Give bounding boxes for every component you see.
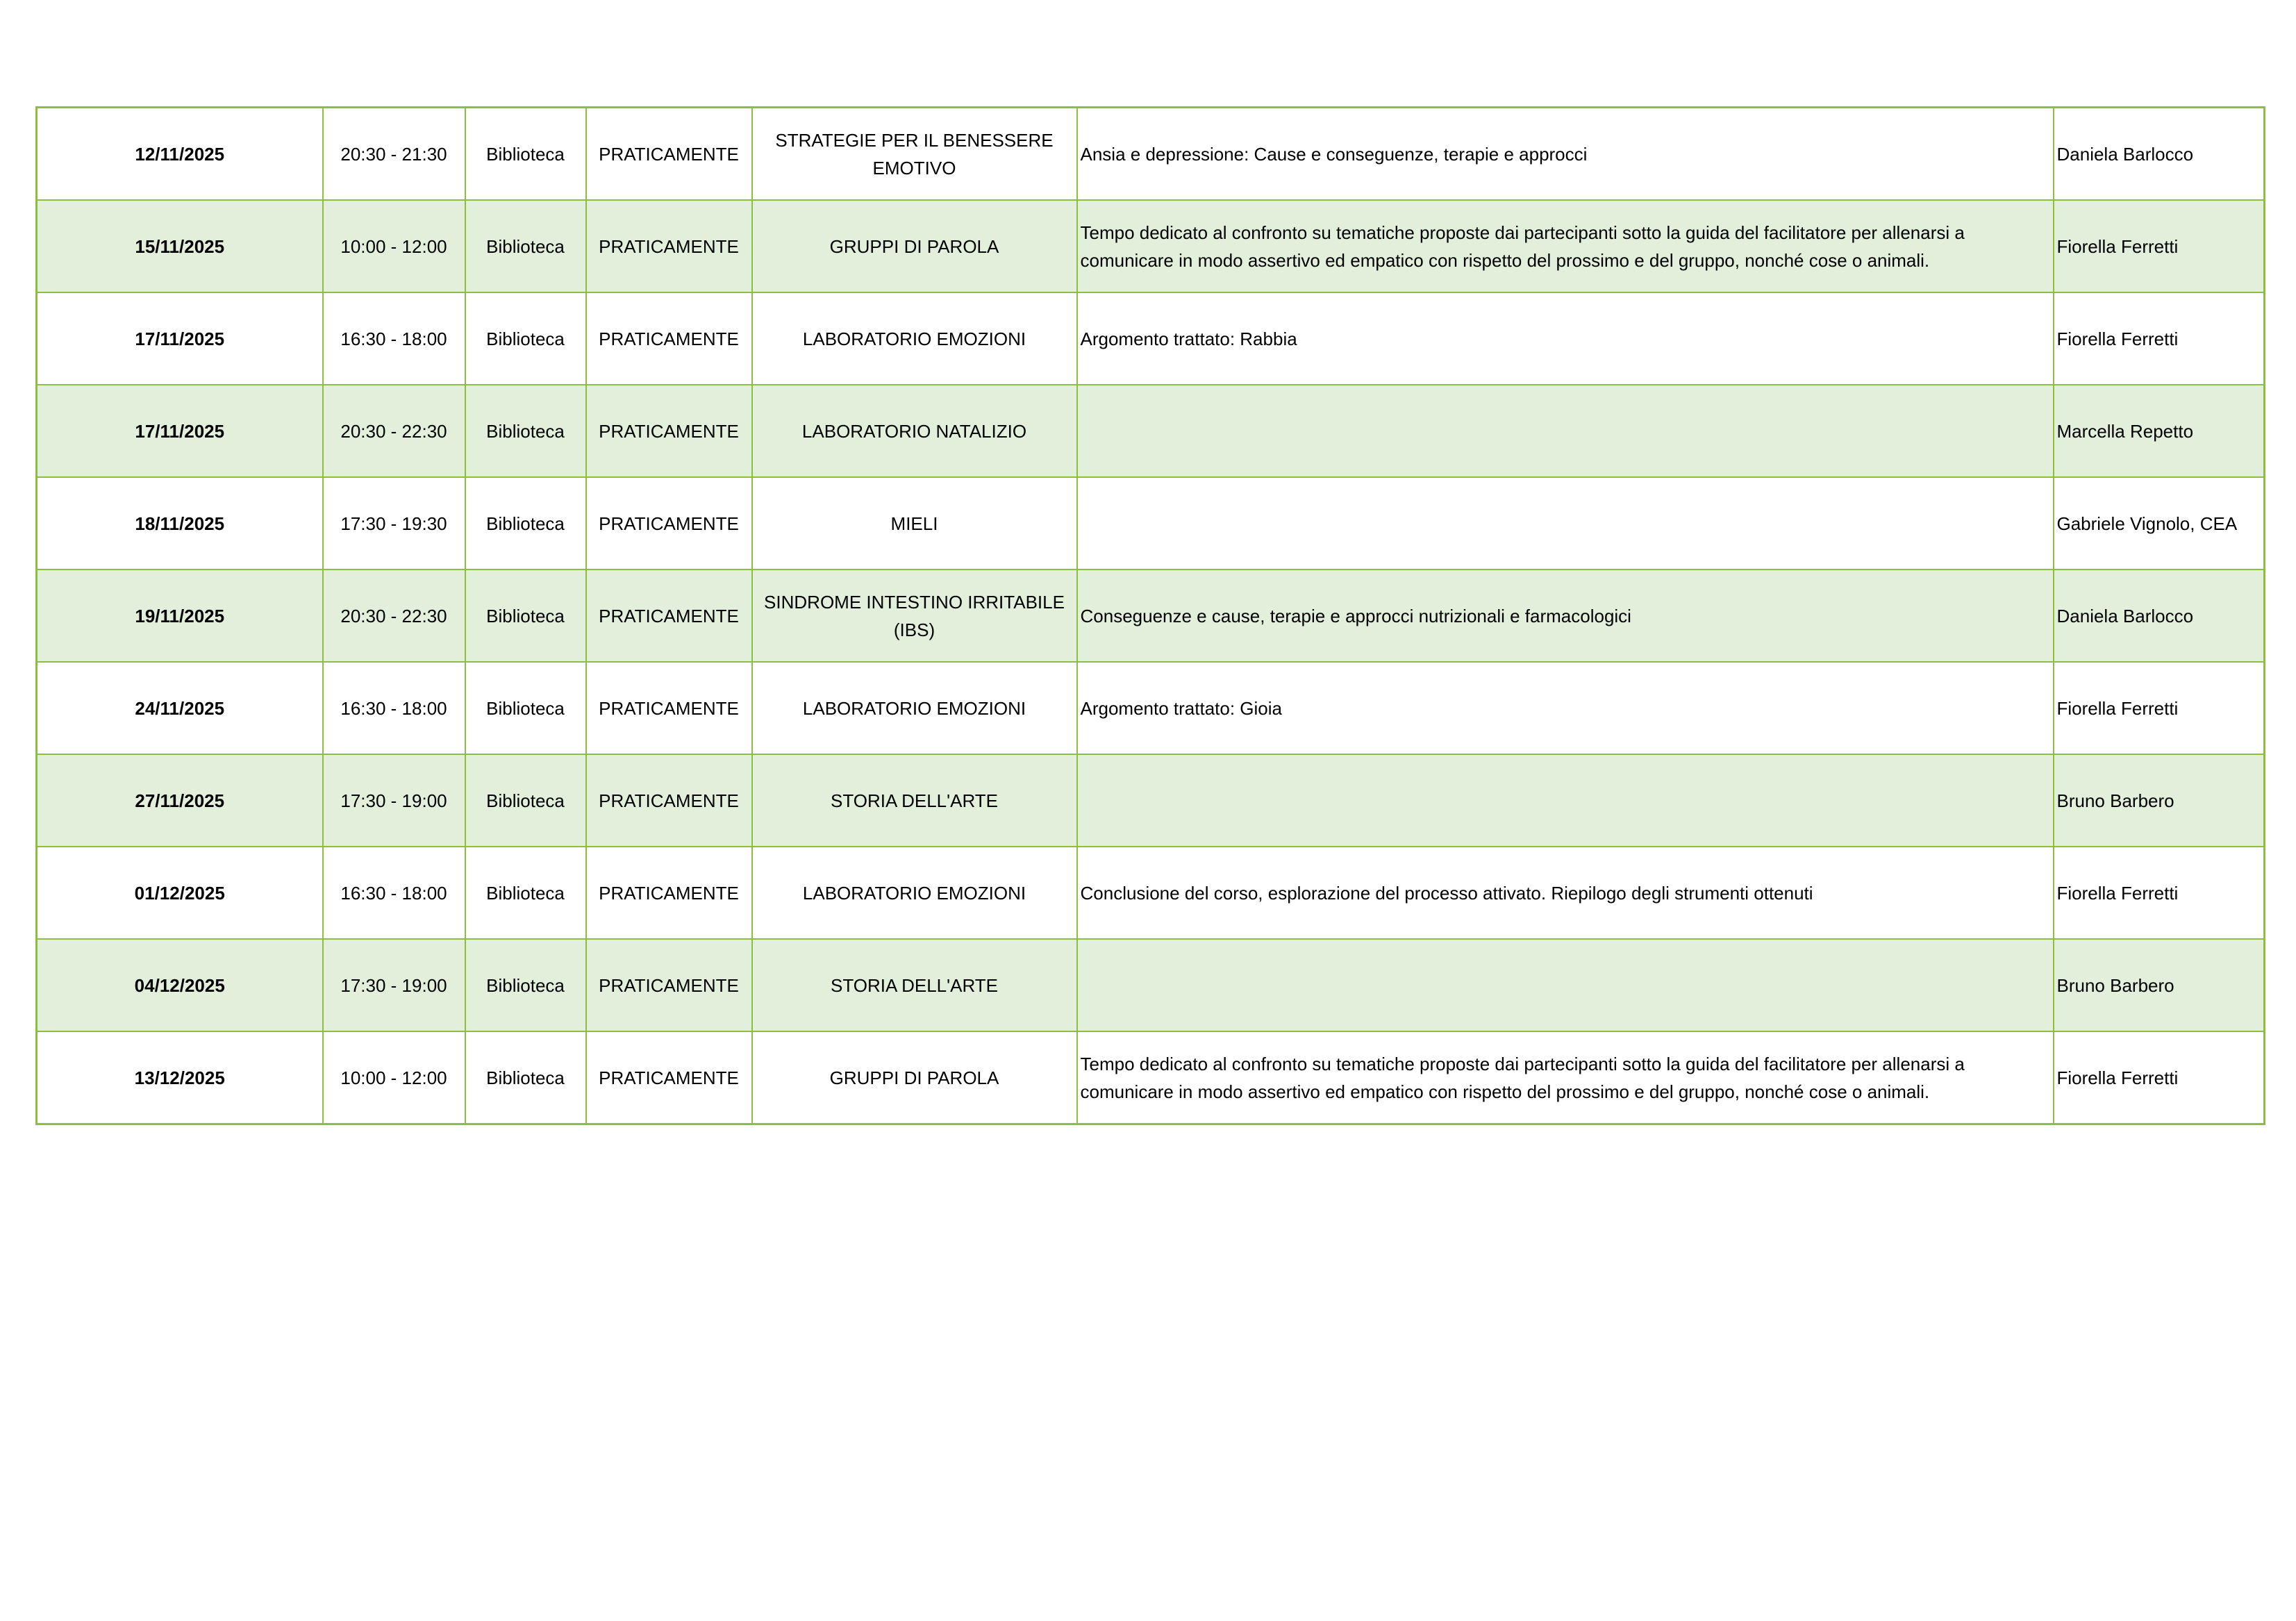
event-date: 04/12/2025 — [37, 939, 323, 1031]
event-title: LABORATORIO EMOZIONI — [752, 662, 1077, 754]
event-location: Biblioteca — [465, 939, 586, 1031]
event-program: PRATICAMENTE — [586, 108, 752, 201]
event-time: 17:30 - 19:00 — [323, 939, 465, 1031]
event-location: Biblioteca — [465, 477, 586, 570]
event-date: 18/11/2025 — [37, 477, 323, 570]
event-location: Biblioteca — [465, 200, 586, 292]
event-time: 20:30 - 21:30 — [323, 108, 465, 201]
event-date: 12/11/2025 — [37, 108, 323, 201]
event-host: Daniela Barlocco — [2054, 108, 2265, 201]
event-description: Tempo dedicato al confronto su tematiche proposte dai partecipanti sotto la guida del facilitatore per allenarsi a comunicare in modo assertivo ed empatico con rispetto del prossimo e del gruppo, nonché cose o animali. — [1077, 1031, 2054, 1124]
event-host: Bruno Barbero — [2054, 754, 2265, 847]
event-description: Tempo dedicato al confronto su tematiche proposte dai partecipanti sotto la guida del facilitatore per allenarsi a comunicare in modo assertivo ed empatico con rispetto del prossimo e del gruppo, nonché cose o animali. — [1077, 200, 2054, 292]
event-title: STORIA DELL'ARTE — [752, 754, 1077, 847]
event-date: 24/11/2025 — [37, 662, 323, 754]
event-program: PRATICAMENTE — [586, 939, 752, 1031]
event-time: 17:30 - 19:00 — [323, 754, 465, 847]
event-date: 01/12/2025 — [37, 847, 323, 939]
table-row — [37, 662, 2265, 754]
event-location: Biblioteca — [465, 754, 586, 847]
event-location: Biblioteca — [465, 662, 586, 754]
event-title: LABORATORIO NATALIZIO — [752, 385, 1077, 477]
event-location: Biblioteca — [465, 847, 586, 939]
event-host: Daniela Barlocco — [2054, 570, 2265, 662]
event-date: 17/11/2025 — [37, 292, 323, 385]
event-description — [1077, 939, 2054, 1031]
table-row — [37, 939, 2265, 1031]
schedule-table — [35, 106, 2265, 1125]
event-description: Ansia e depressione: Cause e conseguenze, terapie e approcci — [1077, 108, 2054, 201]
event-program: PRATICAMENTE — [586, 292, 752, 385]
event-host: Fiorella Ferretti — [2054, 662, 2265, 754]
table-row — [37, 385, 2265, 477]
event-time: 17:30 - 19:30 — [323, 477, 465, 570]
event-location: Biblioteca — [465, 1031, 586, 1124]
event-description — [1077, 385, 2054, 477]
event-description — [1077, 754, 2054, 847]
event-program: PRATICAMENTE — [586, 570, 752, 662]
event-description: Argomento trattato: Rabbia — [1077, 292, 2054, 385]
event-title: LABORATORIO EMOZIONI — [752, 292, 1077, 385]
event-title: MIELI — [752, 477, 1077, 570]
event-location: Biblioteca — [465, 570, 586, 662]
event-host: Fiorella Ferretti — [2054, 292, 2265, 385]
event-description — [1077, 477, 2054, 570]
event-description: Conseguenze e cause, terapie e approcci nutrizionali e farmacologici — [1077, 570, 2054, 662]
event-program: PRATICAMENTE — [586, 477, 752, 570]
event-host: Fiorella Ferretti — [2054, 200, 2265, 292]
event-time: 16:30 - 18:00 — [323, 292, 465, 385]
table-row — [37, 477, 2265, 570]
event-program: PRATICAMENTE — [586, 385, 752, 477]
event-date: 19/11/2025 — [37, 570, 323, 662]
event-program: PRATICAMENTE — [586, 200, 752, 292]
event-title: LABORATORIO EMOZIONI — [752, 847, 1077, 939]
event-program: PRATICAMENTE — [586, 1031, 752, 1124]
table-row — [37, 108, 2265, 201]
event-title: SINDROME INTESTINO IRRITABILE (IBS) — [752, 570, 1077, 662]
table-row — [37, 570, 2265, 662]
table-row — [37, 200, 2265, 292]
event-host: Fiorella Ferretti — [2054, 1031, 2265, 1124]
event-date: 17/11/2025 — [37, 385, 323, 477]
table-row — [37, 847, 2265, 939]
event-program: PRATICAMENTE — [586, 662, 752, 754]
event-host: Bruno Barbero — [2054, 939, 2265, 1031]
event-location: Biblioteca — [465, 385, 586, 477]
event-host: Marcella Repetto — [2054, 385, 2265, 477]
event-program: PRATICAMENTE — [586, 847, 752, 939]
table-row — [37, 292, 2265, 385]
event-host: Gabriele Vignolo, CEA — [2054, 477, 2265, 570]
event-title: GRUPPI DI PAROLA — [752, 200, 1077, 292]
event-time: 20:30 - 22:30 — [323, 570, 465, 662]
event-title: STORIA DELL'ARTE — [752, 939, 1077, 1031]
event-time: 10:00 - 12:00 — [323, 200, 465, 292]
table-row — [37, 754, 2265, 847]
event-time: 20:30 - 22:30 — [323, 385, 465, 477]
event-time: 16:30 - 18:00 — [323, 847, 465, 939]
table-row — [37, 1031, 2265, 1124]
event-description: Conclusione del corso, esplorazione del processo attivato. Riepilogo degli strumenti ottenuti — [1077, 847, 2054, 939]
event-description: Argomento trattato: Gioia — [1077, 662, 2054, 754]
event-title: STRATEGIE PER IL BENESSERE EMOTIVO — [752, 108, 1077, 201]
event-title: GRUPPI DI PAROLA — [752, 1031, 1077, 1124]
event-program: PRATICAMENTE — [586, 754, 752, 847]
event-date: 15/11/2025 — [37, 200, 323, 292]
event-date: 13/12/2025 — [37, 1031, 323, 1124]
event-location: Biblioteca — [465, 292, 586, 385]
event-time: 16:30 - 18:00 — [323, 662, 465, 754]
event-host: Fiorella Ferretti — [2054, 847, 2265, 939]
event-location: Biblioteca — [465, 108, 586, 201]
event-date: 27/11/2025 — [37, 754, 323, 847]
event-time: 10:00 - 12:00 — [323, 1031, 465, 1124]
